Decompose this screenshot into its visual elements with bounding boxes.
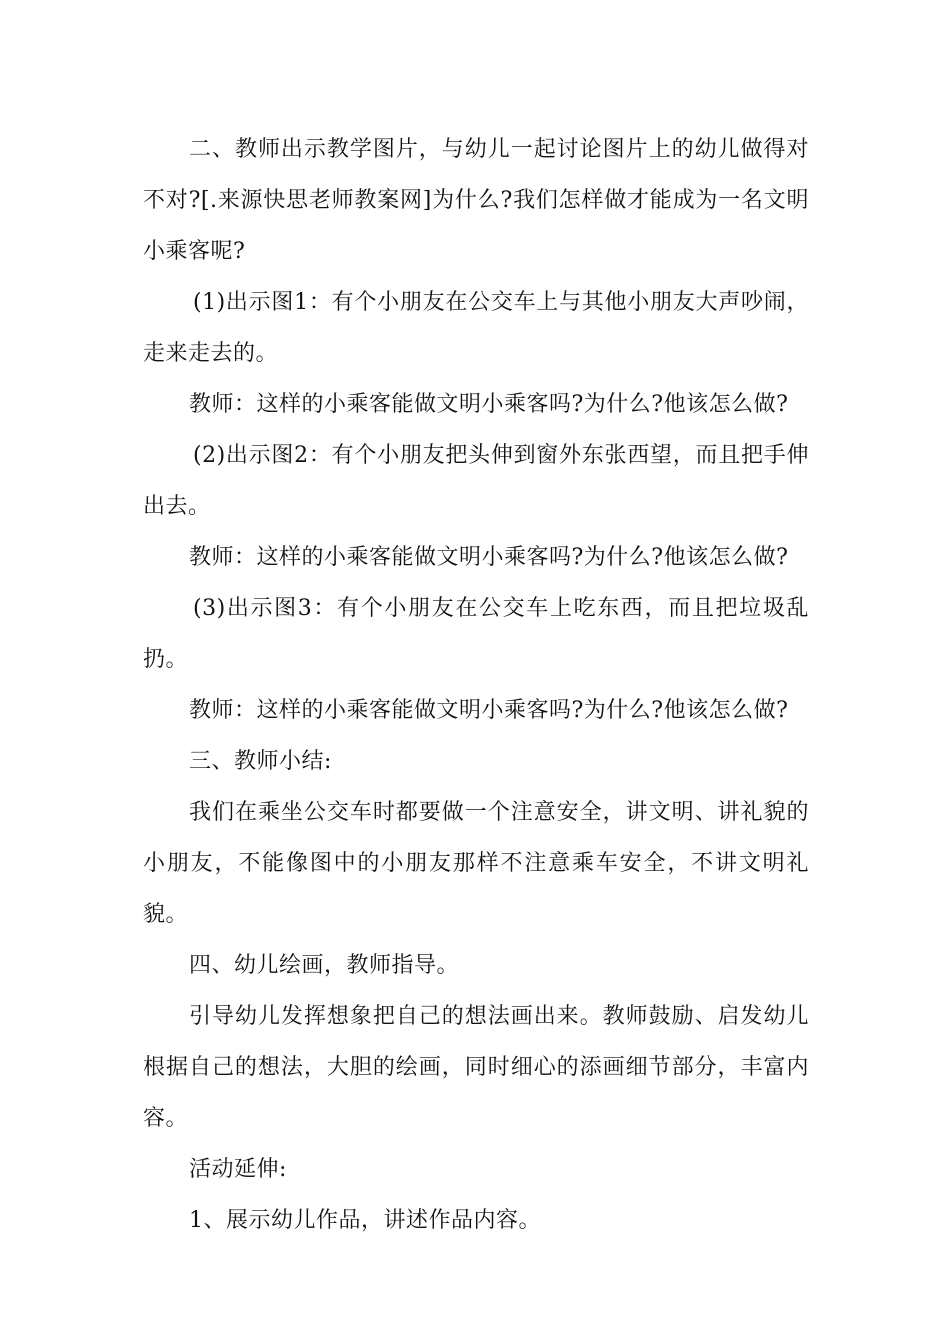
paragraph-section-two: 二、教师出示教学图片，与幼儿一起讨论图片上的幼儿做得对不对?[.来源快思老师教案网]为什么?我们怎样做才能成为一名文明小乘客呢? [143, 137, 809, 264]
paragraph-picture-1: (1)出示图1：有个小朋友在公交车上与其他小朋友大声吵闹，走来走去的。 [143, 290, 809, 366]
heading-section-three: 三、教师小结: [189, 749, 332, 774]
paragraph-teacher-question-2: 教师：这样的小乘客能做文明小乘客吗?为什么?他该怎么做? [189, 545, 789, 570]
heading-section-four: 四、幼儿绘画，教师指导。 [189, 953, 460, 978]
paragraph-picture-3: (3)出示图3：有个小朋友在公交车上吃东西，而且把垃圾乱扔。 [143, 596, 809, 672]
paragraph-extension-item-1: 1、展示幼儿作品，讲述作品内容。 [189, 1208, 541, 1233]
paragraph-teacher-question-3: 教师：这样的小乘客能做文明小乘客吗?为什么?他该怎么做? [189, 698, 789, 723]
paragraph-teacher-question-1: 教师：这样的小乘客能做文明小乘客吗?为什么?他该怎么做? [189, 392, 789, 417]
paragraph-summary: 我们在乘坐公交车时都要做一个注意安全，讲文明、讲礼貌的小朋友，不能像图中的小朋友那样不注意乘车安全，不讲文明礼貌。 [143, 800, 809, 927]
heading-activity-extension: 活动延伸: [189, 1157, 287, 1182]
paragraph-drawing-guidance: 引导幼儿发挥想象把自己的想法画出来。教师鼓励、启发幼儿根据自己的想法，大胆的绘画，同时细心的添画细节部分，丰富内容。 [143, 1004, 809, 1131]
paragraph-picture-2: (2)出示图2：有个小朋友把头伸到窗外东张西望，而且把手伸出去。 [143, 443, 809, 519]
document-body [143, 124, 809, 1246]
